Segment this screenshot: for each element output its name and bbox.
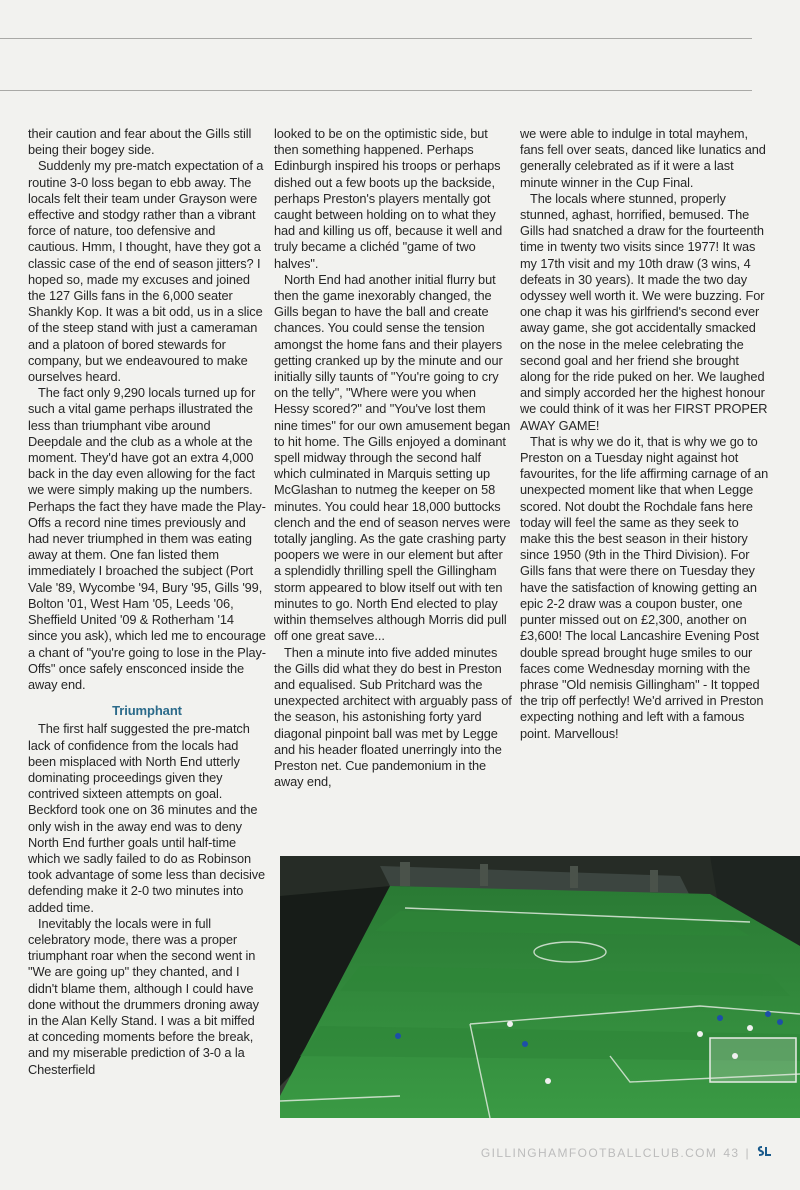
article-column-3	[520, 126, 772, 742]
paragraph: That is why we do it, that is why we go to Preston on a Tuesday night against hot favourites, for the life affirming carnage of an unexpected moment like that when Legge scored. Not doubt the Rochdale fans here today will feel the same as they seek to make this the best season in their history since 1950 (9th in the Third Division). For Gills fans that were there on Tuesday they have the satisfaction of knowing getting an epic 2-2 draw was a coupon buster, one punter missed out on £2,300, another on £3,600! The local Lancashire Evening Post double spread brought huge smiles to our faces come Wednesday morning with the phrase "Old nemisis Gillingham" - It topped the trip off perfectly! We'd arrived in Preston expecting nothing and left with a famous point. Marvellous!	[520, 433, 769, 741]
page-number: 43	[723, 1145, 740, 1160]
section-subheading: Triumphant	[112, 703, 182, 719]
paragraph: Then a minute into five added minutes the Gills did what they do best in Preston and equalised. Sub Pritchard was the unexpected architect with arguably pass of the season, his astonishing forty yard diagonal pinpoint ball was met by Legge and his header floated unerringly into the Preston net. Cue pandemonium in the away end,	[274, 644, 512, 790]
page-footer	[480, 1145, 772, 1160]
paragraph: looked to be on the optimistic side, but then something happened. Perhaps Edinburgh inspired his troops or perhaps dished out a few boots up the backside, perhaps Preston's players mentally got caught between holding on to what they had and killing us off, because it well and truly became a clichéd "game of two halves".	[274, 126, 503, 271]
paragraph: The locals where stunned, properly stunned, aghast, horrified, bemused. The Gills had snatched a draw for the fourteenth time in twenty two visits since 1977! It was my 17th visit and my 10th draw (3 wins, 4 defeats in 30 years). It made the two day odyssey well worth it. We were buzzing. For one chap it was his girlfriend's second ever away game, she got accidentally smacked on the nose in the melee celebrating the second goal and her friend she brought along for the ride puked on her. We laughed and simply accorded her the highest honour we could think of it was her FIRST PROPER AWAY GAME!	[520, 190, 768, 433]
publisher-logo-icon	[756, 1145, 772, 1160]
paragraph: we were able to indulge in total mayhem, fans fell over seats, danced like lunatics and generally celebrated as if it were a last minute winner in the Cup Final.	[520, 126, 766, 190]
paragraph: North End had another initial flurry but then the game inexorably changed, the Gills began to have the ball and create chances. You could sense the tension amongst the home fans and their players getting cranked up by the minute and our initially silly taunts of "You're going to cry on the telly", "Where were you when Hessy scored?" and "You've lost them nine times" for our own amusement began to hit home. The Gills enjoyed a dominant spell midway through the second half which culminated in Marquis setting up McGlashan to nutmeg the keeper on 58 minutes. You could hear 18,000 buttocks clench and the end of season nerves were totally jangling. As the gate crashing party poopers we were in our element but after a splendidly thrilling spell the Gillingham storm appeared to blow itself out with ten minutes to go. North End elected to play within themselves although Morris did pull off one great save...	[274, 271, 511, 644]
paragraph: Suddenly my pre-match expectation of a routine 3-0 loss began to ebb away. The locals felt their team under Grayson were effective and stodgy rather than a vibrant force of nature, too defensive and cautious. Hmm, I thought, have they got a classic case of the end of season jitters? I hoped so, made my excuses and joined the 127 Gills fans in the 6,000 seater Shankly Kop. It was a bit odd, us in a slice of the steep stand with just a cameraman and a platoon of bored stewards for company, but we endeavoured to make ourselves heard.	[28, 158, 264, 385]
stadium-illustration	[280, 856, 800, 1118]
article-column-2	[274, 126, 512, 790]
footer-separator: |	[745, 1145, 750, 1160]
paragraph: The fact only 9,290 locals turned up for such a vital game perhaps illustrated the less than triumphant vibe around Deepdale and the club as a whole at the moment. They'd have got an extra 4,000 back in the day even allowing for the fact we were simply making up the numbers. Perhaps the fact they have made the Play-Offs a record nine times previously and had never triumphed in them was eating away at them. One fan listed them immediately I broached the subject (Port Vale '89, Wycombe '94, Bury '95, Gills '99, Bolton '01, West Ham '05, Leeds '06, Sheffield United '09 & Rotherham '14 since you ask), which led me to encourage a chant of "you're going to lose in the Play-Offs" once safely ensconced inside the away end.	[28, 385, 266, 692]
sl-logo-icon	[756, 1145, 772, 1157]
paragraph: Inevitably the locals were in full celebratory mode, there was a proper triumphant roar when the second went in "We are going up" they chanted, and I didn't blame them, although I could have done without the drummers droning away in the Alan Kelly Stand. I was a bit miffed at conceding moments before the break, and my miserable prediction of 3-0 a la Chesterfield	[28, 915, 259, 1077]
stadium-photo	[280, 856, 800, 1118]
paragraph: their caution and fear about the Gills still being their bogey side.	[28, 126, 252, 158]
footer-website: GILLINGHAMFOOTBALLCLUB.COM	[480, 1145, 718, 1160]
header-rule-bottom	[0, 90, 752, 91]
header-rule-top	[0, 38, 752, 39]
article-column-1	[28, 126, 266, 1078]
paragraph: The first half suggested the pre-match lack of confidence from the locals had been misplaced with North End utterly dominating proceedings given they contrived sixteen attempts on goal. Beckford took one on 36 minutes and the only wish in the away end was to deny North End further goals until half-time which we sadly failed to do as Robinson took advantage of some less than decisive defending make it 2-0 two minutes into added time.	[28, 721, 266, 915]
